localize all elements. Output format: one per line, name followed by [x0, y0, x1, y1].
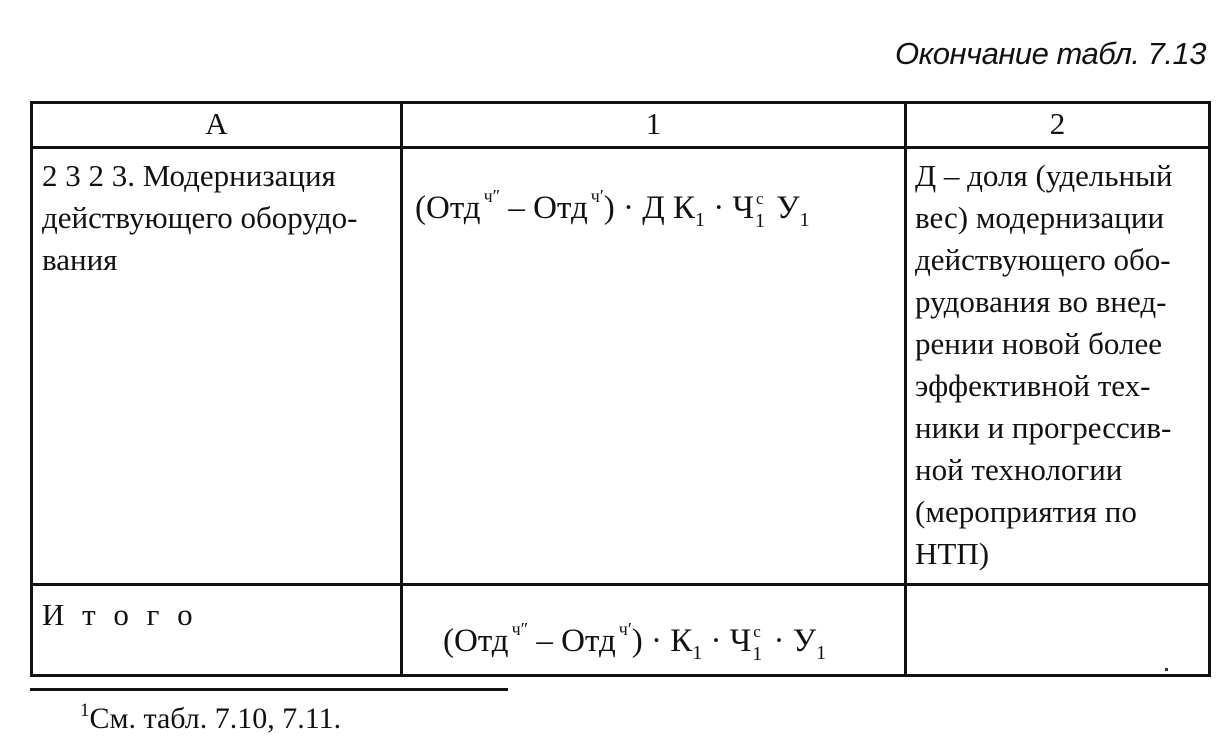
table-caption: Окончание табл. 7.13 [894, 36, 1206, 71]
formula-ch-subscript: 1 [752, 643, 763, 665]
formula-open: (Отд [415, 190, 481, 226]
footnote [80, 700, 341, 736]
row1-formula [403, 149, 904, 241]
formula-u-subscript: 1 [816, 642, 827, 664]
row1-name-line: 2 3 2 3. Модернизация [42, 158, 336, 193]
data-table [30, 101, 1211, 677]
formula-u: У [767, 190, 800, 226]
table-row [32, 148, 1210, 585]
formula-ch: · Ч [705, 190, 754, 226]
footnote-marker: 1 [80, 700, 90, 721]
formula-sup-double-prime: ч″ [483, 186, 501, 206]
header-col-a: А [32, 103, 402, 148]
row1-note-line: ной технологии [915, 452, 1123, 487]
row1-name-line: вания [42, 242, 118, 277]
row1-note-line: Д – доля (удельный [915, 158, 1173, 193]
stray-dot [1165, 668, 1168, 671]
table-header-row [32, 103, 1210, 148]
row1-note-line: действующего обо- [915, 242, 1171, 277]
row1-note-line: (мероприятия по [915, 494, 1137, 529]
row1-name-cell [32, 148, 402, 585]
formula-k-subscript: 1 [692, 642, 703, 664]
formula-ch: · Ч [702, 623, 752, 659]
formula-ch-superscript: с [755, 189, 764, 208]
formula-open: (Отд [443, 623, 509, 659]
row1-note-line: рении новой более [915, 326, 1162, 361]
header-col-2: 2 [906, 103, 1210, 148]
formula-ch-superscript: с [753, 622, 761, 641]
row1-note-line: НТП) [915, 536, 990, 571]
formula-minus: – Отд [500, 190, 588, 226]
formula-minus: – Отд [528, 623, 616, 659]
formula-sup-prime: ч′ [590, 186, 604, 206]
formula-u: · У [765, 623, 817, 659]
footnote-rule [30, 688, 508, 691]
formula-k-subscript: 1 [695, 209, 706, 231]
formula-sup-double-prime: ч″ [511, 619, 529, 639]
formula-ch-subscript: 1 [754, 210, 765, 232]
row1-formula-cell [402, 148, 906, 585]
row1-note-line: рудования во внед- [915, 284, 1167, 319]
row1-note-line: эффективной тех- [915, 368, 1151, 403]
row1-note-line: вес) модернизации [915, 200, 1165, 235]
row1-note-cell [906, 148, 1210, 585]
total-empty-cell [906, 585, 1210, 676]
total-formula-cell [402, 585, 906, 676]
footnote-text: См. табл. 7.10, 7.11. [89, 702, 342, 735]
formula-ch-indices [754, 189, 768, 232]
formula-close: ) · Д К [603, 190, 696, 226]
row1-name-line: действующего оборудо- [42, 200, 358, 235]
total-formula [403, 586, 904, 674]
table-total-row [32, 585, 1210, 676]
row1-note-line: ники и прогрессив- [915, 410, 1172, 445]
formula-close: ) · К [631, 623, 693, 659]
formula-sup-prime: ч′ [618, 619, 632, 639]
total-label: И т о г о [32, 585, 402, 676]
header-col-1: 1 [402, 103, 906, 148]
formula-u-subscript: 1 [799, 209, 810, 231]
formula-ch-indices [751, 622, 765, 665]
